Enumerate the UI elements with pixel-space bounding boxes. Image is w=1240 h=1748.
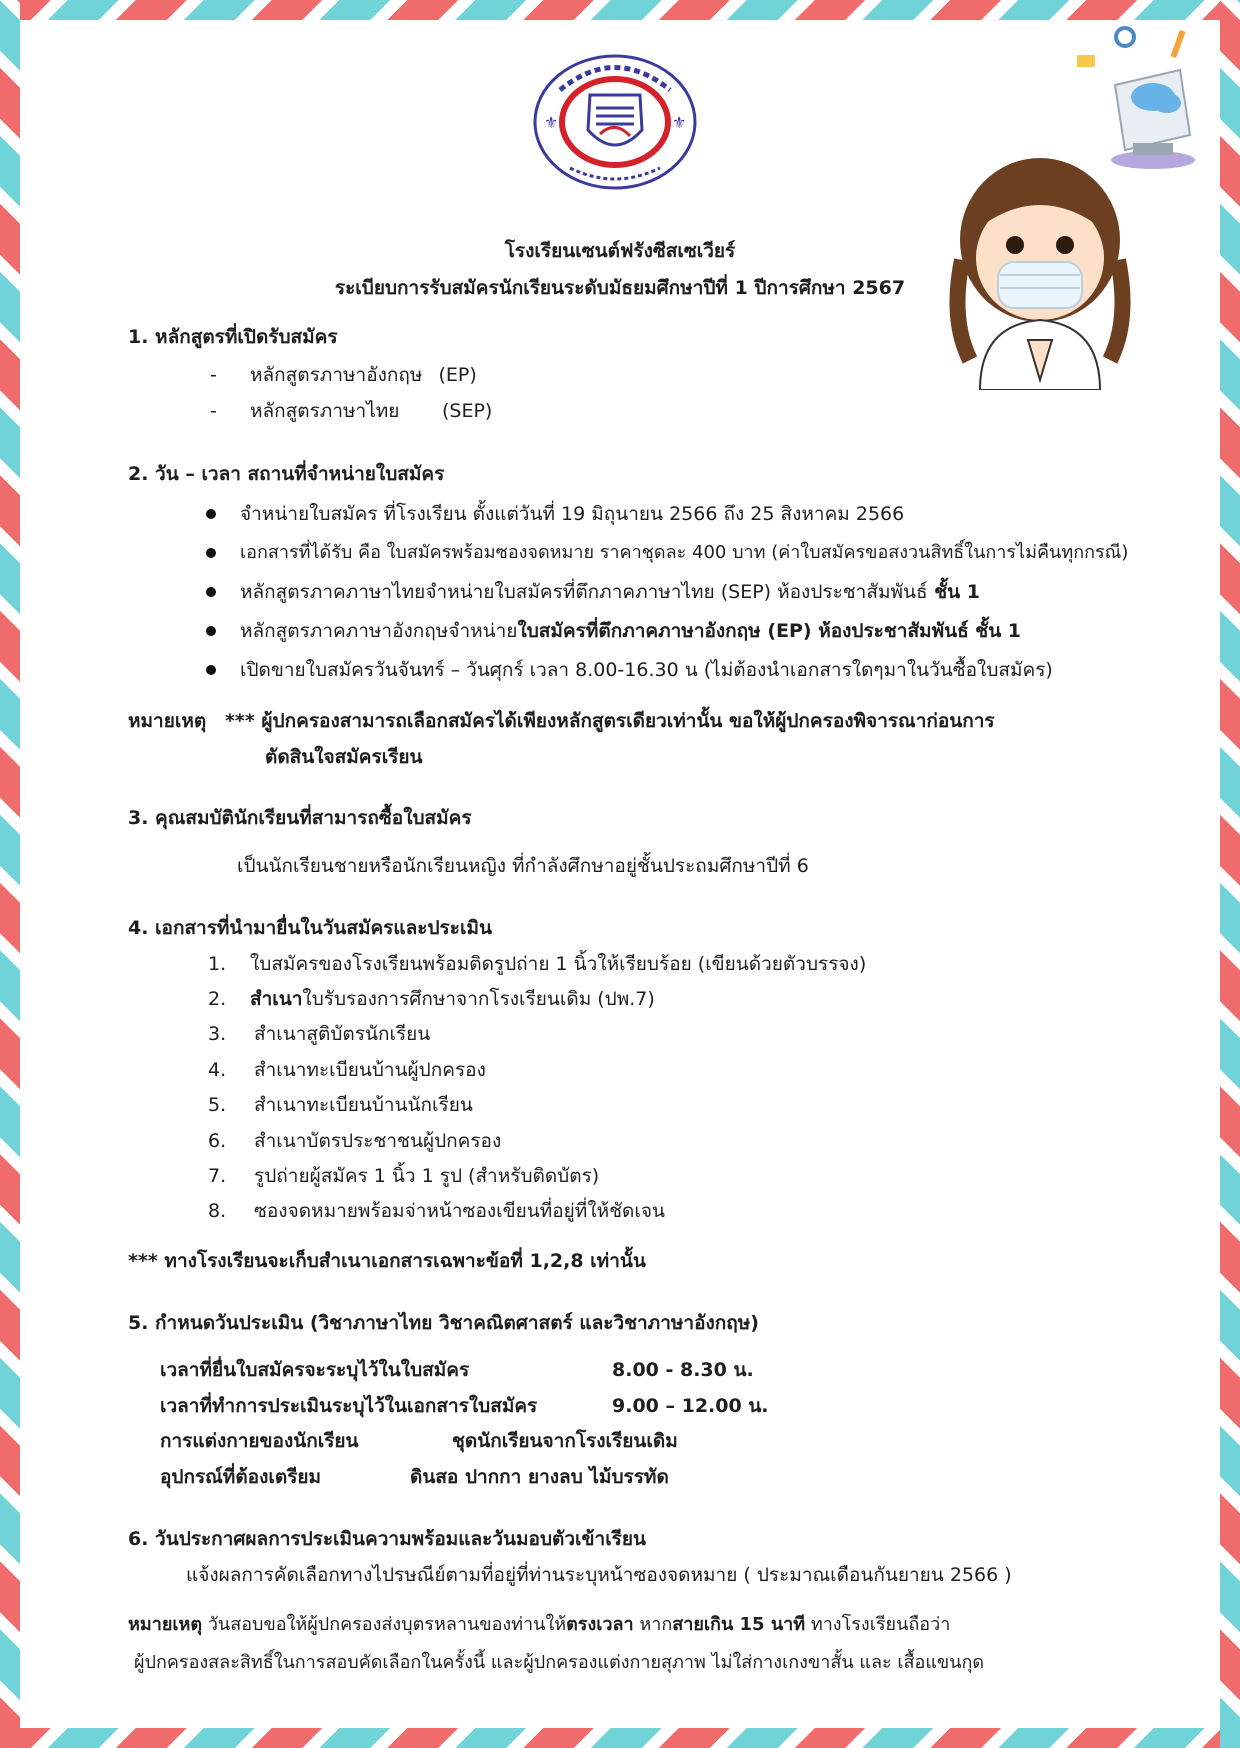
schedule-row <box>160 1357 754 1383</box>
sale-item-3 <box>240 579 980 605</box>
schedule-row-value: ดินสอ ปากกา ยางลบ ไม้บรรทัด <box>410 1466 669 1488</box>
section1-heading: 1. หลักสูตรที่เปิดรับสมัคร <box>128 326 338 348</box>
document-item-number: 6. <box>208 1130 227 1152</box>
course-ep-label: หลักสูตรภาษาอังกฤษ <box>250 364 423 386</box>
course-ep <box>250 362 477 388</box>
document-item <box>208 1057 486 1083</box>
note1-line2: ตัดสินใจสมัครเรียน <box>265 746 423 768</box>
sale-item-4-text: หลักสูตรภาคภาษาอังกฤษจำหน่าย <box>240 620 518 642</box>
section2-heading: 2. วัน – เวลา สถานที่จำหน่ายใบสมัคร <box>128 463 445 485</box>
computer-cloud-icon <box>1075 25 1205 175</box>
sale-item-3-text: หลักสูตรภาคภาษาไทยจำหน่ายใบสมัครที่ตึกภาคภาษาไทย (SEP) ห้องประชาสัมพันธ์ <box>240 581 928 603</box>
document-item-number: 8. <box>208 1200 227 1222</box>
note2-text: หาก <box>633 1614 673 1635</box>
note2-text: วันสอบขอให้ผู้ปกครองส่งบุตรหลานของท่านให้ <box>202 1614 567 1635</box>
document-item-text: ใบรับรองการศึกษาจากโรงเรียนเดิม (ปพ.7) <box>302 988 655 1010</box>
sale-item-5: เปิดขายใบสมัครวันจันทร์ – วันศุกร์ เวลา 8.00-16.30 น (ไม่ต้องนำเอกสารใดๆมาในวันซื้อใบสมัคร) <box>240 659 1053 681</box>
document-item-number: 1. <box>208 953 227 975</box>
section3-heading: 3. คุณสมบัตินักเรียนที่สามารถซื้อใบสมัคร <box>128 807 472 829</box>
note2-line1 <box>128 1612 950 1638</box>
girl-illustration <box>940 140 1140 390</box>
document-item-text: สำเนาสูติบัตรนักเรียน <box>254 1023 431 1045</box>
schedule-row-value: 8.00 - 8.30 น. <box>612 1359 754 1381</box>
sale-item-4 <box>240 618 1021 644</box>
document-item-text: สำเนาบัตรประชาชนผู้ปกครอง <box>254 1130 502 1152</box>
sale-item-1: จำหน่ายใบสมัคร ที่โรงเรียน ตั้งแต่วันที่ 19 มิถุนายน 2566 ถึง 25 สิงหาคม 2566 <box>240 503 905 525</box>
border-top <box>0 0 1240 20</box>
schedule-row-value: 9.00 – 12.00 น. <box>612 1395 769 1417</box>
sale-item-3-bold: ชั้น 1 <box>927 581 980 603</box>
document-item <box>208 986 655 1012</box>
schedule-row-label: เวลาที่ทำการประเมินระบุไว้ในเอกสารใบสมัคร <box>160 1395 538 1417</box>
school-name: โรงเรียนเซนต์ฟรังซีสเซเวียร์ <box>504 240 736 262</box>
document-item-text: รูปถ่ายผู้สมัคร 1 นิ้ว 1 รูป (สำหรับติดบัตร) <box>254 1165 600 1187</box>
section3-body: เป็นนักเรียนชายหรือนักเรียนหญิง ที่กำลังศึกษาอยู่ชั้นประถมศึกษาปีที่ 6 <box>237 855 809 877</box>
schedule-row <box>160 1464 669 1490</box>
schedule-row <box>160 1428 678 1454</box>
document-item-text: ซองจดหมายพร้อมจ่าหน้าซองเขียนที่อยู่ที่ให้ชัดเจน <box>254 1200 665 1222</box>
note2-line2: ผู้ปกครองสละสิทธิ์ในการสอบคัดเลือกในครั้งนี้ และผู้ปกครองแต่งกายสุภาพ ไม่ใส่กางเกงขาสั้น และ เสื้อแขนกุด <box>134 1652 985 1673</box>
page-title: ระเบียบการรับสมัครนักเรียนระดับมัธยมศึกษาปีที่ 1 ปีการศึกษา 2567 <box>334 277 906 299</box>
document-item-text: สำเนาทะเบียนบ้านนักเรียน <box>254 1094 473 1116</box>
note2-bold-late: สายเกิน 15 นาที <box>672 1614 806 1635</box>
document-item-bold: สำเนา <box>250 988 303 1010</box>
section6-body: แจ้งผลการคัดเลือกทางไปรษณีย์ตามที่อยู่ที่ท่านระบุหน้าซองจดหมาย ( ประมาณเดือนกันยายน 2566 ) <box>186 1564 1012 1586</box>
schedule-row-label: อุปกรณ์ที่ต้องเตรียม <box>160 1466 322 1488</box>
course-ep-code: (EP) <box>438 364 477 386</box>
document-item-number: 3. <box>208 1023 227 1045</box>
document-item <box>208 1128 502 1154</box>
document-item-text: ใบสมัครของโรงเรียนพร้อมติดรูปถ่าย 1 นิ้วให้เรียบร้อย (เขียนด้วยตัวบรรจง) <box>250 953 867 975</box>
document-item <box>208 1163 600 1189</box>
course-sep-label: หลักสูตรภาษาไทย <box>250 400 400 422</box>
document-item <box>208 1092 473 1118</box>
course-sep-code: (SEP) <box>442 400 493 422</box>
svg-text:⚜: ⚜ <box>672 113 687 132</box>
schedule-row-value: ชุดนักเรียนจากโรงเรียนเดิม <box>452 1430 678 1452</box>
section5-heading: 5. กำหนดวันประเมิน (วิชาภาษาไทย วิชาคณิตศาสตร์ และวิชาภาษาอังกฤษ) <box>128 1312 759 1334</box>
document-item <box>208 1021 431 1047</box>
document-item <box>208 951 867 977</box>
schedule-row-label: เวลาที่ยื่นใบสมัครจะระบุไว้ในใบสมัคร <box>160 1359 470 1381</box>
document-item <box>208 1198 665 1224</box>
document-item-number: 2. <box>208 988 227 1010</box>
school-logo <box>530 50 700 190</box>
section4-note: *** ทางโรงเรียนจะเก็บสำเนาเอกสารเฉพาะข้อที่ 1,2,8 เท่านั้น <box>128 1250 646 1272</box>
note1-label: หมายเหตุ <box>128 710 207 732</box>
note2-bold-ontime: ตรงเวลา <box>566 1614 634 1635</box>
section4-heading: 4. เอกสารที่นำมายื่นในวันสมัครและประเมิน <box>128 917 492 939</box>
svg-text:⚜: ⚜ <box>544 113 559 132</box>
document-item-number: 4. <box>208 1059 227 1081</box>
note1-line1: *** ผู้ปกครองสามารถเลือกสมัครได้เพียงหลักสูตรเดียวเท่านั้น ขอให้ผู้ปกครองพิจารณาก่อนการ <box>225 710 995 732</box>
border-bottom <box>0 1728 1240 1748</box>
sale-item-4-bold: ใบสมัครที่ตึกภาคภาษาอังกฤษ (EP) ห้องประชาสัมพันธ์ ชั้น 1 <box>517 620 1022 642</box>
document-item-text: สำเนาทะเบียนบ้านผู้ปกครอง <box>254 1059 486 1081</box>
note2-label: หมายเหตุ <box>128 1614 203 1635</box>
schedule-row <box>160 1393 769 1419</box>
note2-text: ทางโรงเรียนถือว่า <box>805 1614 951 1635</box>
course-sep <box>250 398 493 424</box>
sale-item-2: เอกสารที่ได้รับ คือ ใบสมัครพร้อมซองจดหมาย ราคาชุดละ 400 บาท (ค่าใบสมัครขอสงวนสิทธิ์ในการไม่คืนทุกกรณี) <box>240 540 1128 566</box>
section6-heading: 6. วันประกาศผลการประเมินความพร้อมและวันมอบตัวเข้าเรียน <box>128 1528 647 1550</box>
document-item-number: 7. <box>208 1165 227 1187</box>
document-item-number: 5. <box>208 1094 227 1116</box>
schedule-row-label: การแต่งกายของนักเรียน <box>160 1430 359 1452</box>
